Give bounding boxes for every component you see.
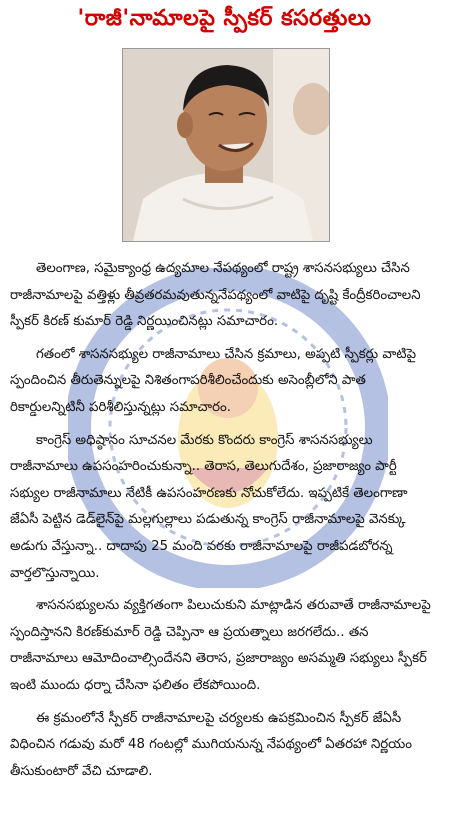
paragraph-4: శాసనసభ్యులను వ్యక్తిగతంగా పిలుచుకుని మాట్లాడిన తరువాతే రాజీనామాలపై స్పందిస్తానని కిరణ్‌కుమార్ రెడ్డి చెప్పినా ఆ ప్రయత్నాలు జరగలేదు.. తన రాజీనామాలు ఆమోదించాల్సిందేనని తెరాస, ప్రజారాజ్యం అసమ్మతి సభ్యులు స్పీకర్ ఇంటి ముందు ధర్నా చేసినా ఫలితం లేకపోయింది. — [10, 598, 431, 693]
paragraph-5: ఈ క్రమంలోనే స్పీకర్ రాజీనామాలపై చర్యలకు ఉపక్రమించిన స్పీకర్ జేఏసీ విధించిన గడువు మరో 48 గంటల్లో ముగియనున్న నేపథ్యంలో ఏతరహా నిర్ణయం తీసుకుంటారో వేచి చూడాలి. — [10, 710, 413, 779]
paragraph-3: కాంగ్రెస్ అధిష్ఠానం సూచనల మేరకు కొందరు కాంగ్రెస్ శాసనసభ్యులు రాజీనామాలు ఉపసంహరించుకున్నా.. తెరాస, తెలుగుదేశం, ప్రజారాజ్యం పార్టీ సభ్యుల రాజీనామాలు నేటికీ ఉపసంహరణకు నోచుకోలేదు. ఇప్పటికే తెలంగాణా జేఏసీ పెట్టిన డెడ్‌లైన్‌పై మల్లగుల్లాలు పడుతున్న కాంగ్రెస్ రాజీనామాలపై వెనక్కు అడుగు వేస్తున్నా.. దాదాపు 25 మంది వరకు రాజీనామాలపై రాజీపడబోరన్న వార్తలొస్తున్నాయి. — [10, 432, 408, 581]
paragraph-1: తెలంగాణ, సమైక్యాంధ్ర ఉద్యమాల నేపథ్యంలో రాష్ట్ర శాసనసభ్యులు చేసిన రాజీనామాలపై వత్తిళ్లు తీవ్రతరమవుతున్ననేపథ్యంలో వాటిపై దృష్టి కేంద్రీకరించాలని స్పీకర్ కిరణ్ కుమార్ రెడ్డి నిర్ణయించినట్లు సమాచారం. — [10, 261, 421, 330]
paragraph-2: గతంలో శాసనసభ్యుల రాజీనామాలు చేసిన క్రమాలు, అప్పటి స్పీకర్లు వాటిపై స్పందించిన తీరుతెన్నులపై నిశితంగాపరిశీలించేందుకు అసెంబ్లీలోని పాత రికార్డులన్నిటినీ పరిశీలిస్తున్నట్లు సమాచారం. — [10, 346, 417, 415]
article-headline: 'రాజీ'నామాలపై స్పీకర్ కసరత్తులు — [77, 6, 372, 31]
article-body — [10, 256, 440, 791]
article-photo — [122, 48, 330, 242]
